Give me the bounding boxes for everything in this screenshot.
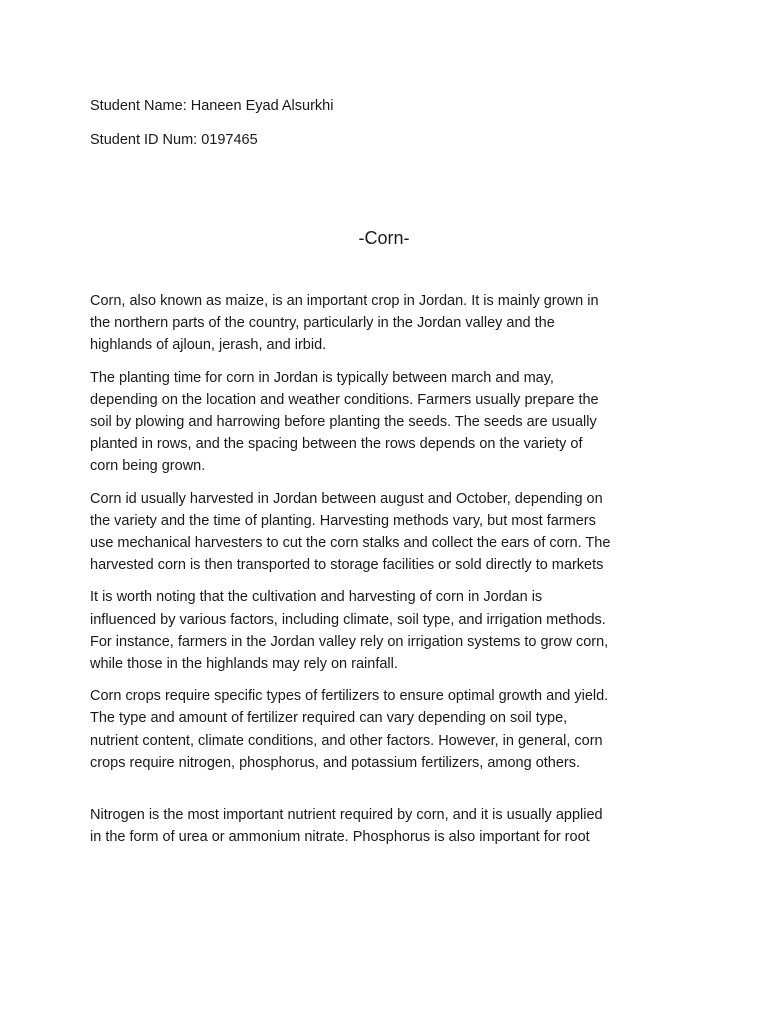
student-id-value: 0197465 — [201, 132, 258, 148]
paragraph-line: Corn, also known as maize, is an important crop in Jordan. It is mainly grown in — [90, 293, 599, 309]
paragraph-line: use mechanical harvesters to cut the corn stalks and collect the ears of corn. The — [90, 535, 611, 552]
student-id-label: Student ID Num: — [90, 132, 198, 148]
paragraph-line: For instance, farmers in the Jordan valley rely on irrigation systems to grow corn, — [90, 633, 609, 650]
paragraph-line: It is worth noting that the cultivation and harvesting of corn in Jordan is — [90, 589, 543, 606]
paragraph-line: crops require nitrogen, phosphorus, and potassium fertilizers, among others. — [90, 754, 581, 771]
paragraph-line: Nitrogen is the most important nutrient required by corn, and it is usually applied — [90, 807, 603, 824]
paragraph-line: harvested corn is then transported to storage facilities or sold directly to markets — [90, 557, 604, 574]
student-name-label: Student Name: — [90, 98, 187, 114]
paragraph-line: Corn id usually harvested in Jordan between august and October, depending on — [90, 490, 603, 507]
paragraph-line: influenced by various factors, including climate, soil type, and irrigation methods. — [90, 611, 606, 628]
paragraph-line: the variety and the time of planting. Harvesting methods vary, but most farmers — [90, 512, 596, 529]
document-body — [90, 290, 690, 848]
paragraph-line: The planting time for corn in Jordan is typically between march and may, — [90, 369, 554, 386]
paragraph — [90, 290, 690, 357]
paragraph-line: nutrient content, climate conditions, and other factors. However, in general, corn — [90, 732, 603, 749]
paragraph-line: highlands of ajloun, jerash, and irbid. — [90, 337, 327, 354]
student-name-value: Haneen Eyad Alsurkhi — [190, 98, 334, 114]
paragraph — [90, 804, 690, 848]
paragraph-line: the northern parts of the country, particularly in the Jordan valley and the — [90, 315, 555, 332]
paragraph-line: planted in rows, and the spacing between the rows depends on the variety of — [90, 436, 583, 453]
paragraph-line: soil by plowing and harrowing before planting the seeds. The seeds are usually — [90, 414, 597, 431]
paragraph-line: depending on the location and weather conditions. Farmers usually prepare the — [90, 391, 599, 408]
paragraph-line: while those in the highlands may rely on rainfall. — [90, 656, 398, 673]
document-title: -Corn- — [358, 228, 410, 248]
paragraph-line: Corn crops require specific types of fertilizers to ensure optimal growth and yield. — [90, 688, 609, 705]
student-name-line — [90, 96, 333, 116]
paragraph-line: The type and amount of fertilizer required can vary depending on soil type, — [90, 710, 568, 727]
paragraph — [90, 685, 690, 774]
paragraph — [90, 586, 690, 675]
paragraph — [90, 367, 690, 478]
paragraph — [90, 488, 690, 577]
paragraph-line: corn being grown. — [90, 458, 206, 475]
paragraph-line: in the form of urea or ammonium nitrate. Phosphorus is also important for root — [90, 829, 590, 846]
student-id-line — [90, 130, 258, 150]
